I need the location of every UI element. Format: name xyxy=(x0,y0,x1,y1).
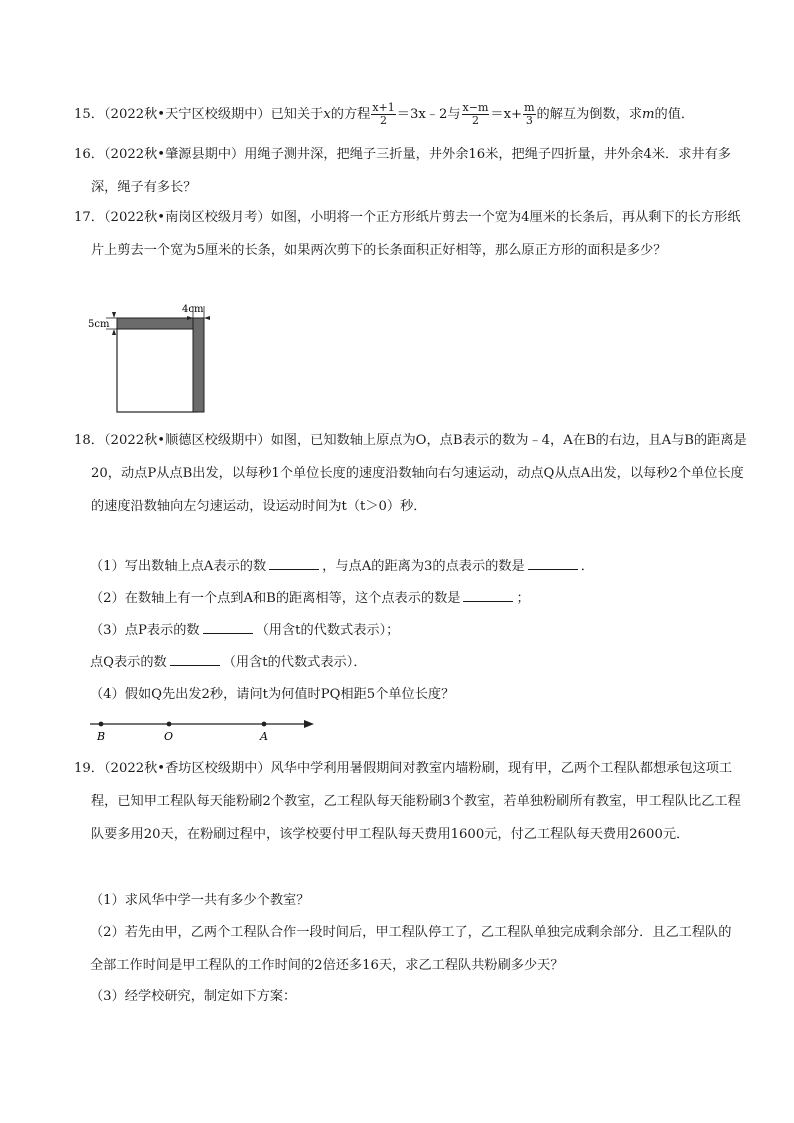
variable-x: x xyxy=(323,107,331,122)
part-text: （3）点P表示的数 xyxy=(90,623,200,638)
part-text: 点Q表示的数 xyxy=(90,655,167,670)
label-b: B xyxy=(97,730,106,743)
number-line-figure xyxy=(88,716,318,744)
fraction-denominator: 2 xyxy=(471,114,479,127)
question-number: 18． xyxy=(74,433,104,448)
question-text: 如图，已知数轴上原点为O，点B表示的数为﹣4，A在B的右边，且A与B的距离是20，动点P从点B出发，以每秒1个单位长度的速度沿数轴向右匀速运动，动点Q从点A出发，以每秒2个单位长度的速度沿数轴向左匀速运动，设运动时间为t（t＞0）秒． xyxy=(91,433,747,514)
question-number: 15． xyxy=(74,107,104,122)
fraction-numerator: x−m xyxy=(462,101,489,114)
fraction xyxy=(523,102,535,127)
question-text: 如图，小明将一个正方形纸片剪去一个宽为4厘米的长条后，再从剩下的长方形纸片上剪去一个宽为5厘米的长条，如果两次剪下的长条面积正好相等，那么原正方形的面积是多少？ xyxy=(91,210,741,258)
answer-blank[interactable] xyxy=(528,556,578,570)
question-source: （2022秋•顺德区校级期中） xyxy=(103,433,271,448)
equation-text: ＝x+ xyxy=(490,107,523,122)
part-text: （用含t的代数式表示）； xyxy=(255,623,400,638)
axis-arrow-icon xyxy=(304,720,314,728)
point-a-dot xyxy=(262,722,267,727)
part-text: （1）写出数轴上点A表示的数 xyxy=(90,559,267,574)
part-text: （2）在数轴上有一个点到A和B的距离相等，这个点表示的数是 xyxy=(90,591,461,606)
fraction xyxy=(462,102,490,127)
q18-part-2 xyxy=(90,588,530,610)
q18-part-3b xyxy=(90,652,367,674)
part-text: （1）求风华中学一共有多少个教室？ xyxy=(90,893,310,908)
original-square xyxy=(117,328,197,412)
label-5cm: 5cm xyxy=(88,319,110,330)
label-4cm: 4cm xyxy=(182,304,204,315)
answer-blank[interactable] xyxy=(269,556,319,570)
question-number: 17． xyxy=(74,210,104,225)
part-text: （用含t的代数式表示）． xyxy=(222,655,367,670)
question-source: （2022秋•南岗区校级月考） xyxy=(103,210,271,225)
question-17 xyxy=(74,201,751,267)
point-b-dot xyxy=(99,722,104,727)
question-text: 用绳子测井深，把绳子三折量，井外余16米，把绳子四折量，井外余4米．求井有多深，绳子有多长？ xyxy=(91,147,731,195)
part-text: （2）若先由甲，乙两个工程队合作一段时间后，甲工程队停工了，乙工程队单独完成剩余部分．且乙工程队的全部工作时间是甲工程队的工作时间的2倍还多16天，求乙工程队共粉刷多少天？ xyxy=(90,925,732,973)
q19-part-1 xyxy=(90,884,750,917)
variable-m: m xyxy=(642,107,655,122)
part-text: （3）经学校研究，制定如下方案： xyxy=(90,989,297,1004)
question-number: 16． xyxy=(74,147,104,162)
fraction-denominator: 3 xyxy=(525,114,533,127)
q19-part-2 xyxy=(90,916,734,982)
q19-part-3 xyxy=(90,980,750,1013)
arrow-icon xyxy=(112,329,116,335)
fraction-numerator: x+1 xyxy=(372,101,395,114)
question-source: （2022秋•香坊区校级期中） xyxy=(103,761,271,776)
strip-4cm xyxy=(193,318,204,412)
square-paper-figure xyxy=(84,298,214,416)
part-text: ； xyxy=(516,591,530,606)
point-o-dot xyxy=(167,722,172,727)
fraction-denominator: 2 xyxy=(380,114,388,127)
question-text: 的方程 xyxy=(330,107,371,122)
label-o: O xyxy=(164,730,174,743)
arrow-icon xyxy=(204,316,210,320)
question-source: （2022秋•天宁区校级期中） xyxy=(103,107,271,122)
answer-blank[interactable] xyxy=(203,620,253,634)
question-text: 的值． xyxy=(654,107,695,122)
question-number: 19． xyxy=(74,761,104,776)
q18-part-3 xyxy=(90,620,399,642)
question-19 xyxy=(74,752,751,851)
question-16 xyxy=(74,138,751,204)
part-text: （4）假如Q先出发2秒，请问t为何值时PQ相距5个单位长度？ xyxy=(90,687,455,702)
part-text: ，与点A的距离为3的点表示的数是 xyxy=(322,559,525,574)
part-text: ． xyxy=(580,559,594,574)
fraction xyxy=(371,102,395,127)
answer-blank[interactable] xyxy=(170,652,220,666)
question-text: 风华中学利用暑假期间对教室内墙粉刷，现有甲，乙两个工程队都想承包这项工程，已知甲工程队每天能粉刷2个教室，乙工程队每天能粉刷3个教室，若单独粉刷所有教室，甲工程队比乙工程队要多用20天，在粉刷过程中，该学校要付甲工程队每天费用1600元，付乙工程队每天费用2600元． xyxy=(91,761,741,842)
strip-5cm xyxy=(117,318,193,329)
q18-part-4 xyxy=(90,684,454,706)
arrow-icon xyxy=(112,312,116,318)
answer-blank[interactable] xyxy=(463,588,513,602)
question-text: 已知关于 xyxy=(270,107,324,122)
fraction-numerator: m xyxy=(524,101,535,114)
q18-part-1 xyxy=(90,556,594,578)
label-a: A xyxy=(260,730,268,743)
question-source: （2022秋•肇源县期中） xyxy=(103,147,245,162)
question-18 xyxy=(74,424,751,523)
equation-text: ＝3x﹣2与 xyxy=(396,107,461,122)
question-15 xyxy=(74,98,734,131)
question-text: 的解互为倒数，求 xyxy=(536,107,643,122)
